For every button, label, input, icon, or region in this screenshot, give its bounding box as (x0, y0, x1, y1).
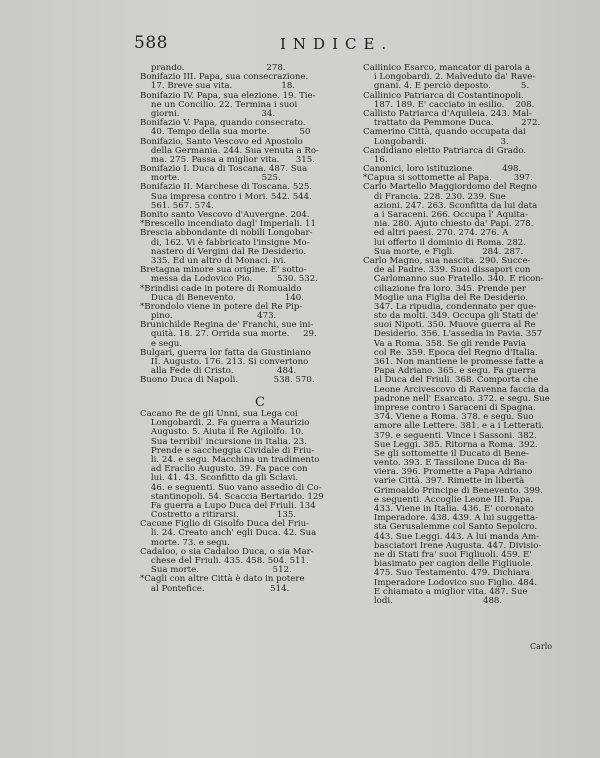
index-line: de al Padre. 339. Suoi dissapori con (363, 265, 531, 276)
index-line: di, 162. Vi è fabbricato l'insigne Mo- (140, 237, 310, 248)
index-line: *Cagli con altre Città è dato in potere (140, 574, 305, 585)
index-line: lui. 41. 43. Sconfitto da gli Sclavi. (140, 473, 299, 484)
index-line: vento. 393. E Tassilone Duca di Ba- (363, 458, 528, 469)
left-column (140, 64, 356, 386)
index-line: trattato da Pemmone Duca. 272. (363, 118, 541, 129)
index-line: Va a Roma. 358. Se gli rende Pavia (363, 338, 527, 349)
index-line: Duca di Benevento. 140. (140, 292, 305, 303)
index-line: viera. 396. Promette a Papa Adriano (363, 467, 533, 478)
index-line: II. Augusto. 176. 213. Si convertono (140, 357, 309, 367)
index-line: amore alle Lettere. 381. e a i Letterati. (363, 421, 545, 432)
page-number: 588 (134, 33, 168, 53)
index-line: ne di Stati fra' suoi Figliuoli. 459. E' (363, 549, 532, 560)
index-line: Cacano Re de gli Unni, sua Lega coi (140, 410, 298, 419)
index-line: ciliazione fra loro. 345. Prende per (363, 283, 526, 294)
catchword: Carlo (530, 642, 553, 651)
index-line: Bonifazio V. Papa, quando consecrato. (140, 118, 306, 129)
index-line: 187. 189. E' cacciato in esilio. 208. (363, 99, 535, 110)
index-line: li. 24. e segu. Macchina un tradimento (140, 454, 320, 465)
index-line: Fa guerra a Lupo Duca del Friuli. 134 (140, 500, 316, 511)
index-line: Bonifazio, Santo Vescovo ed Apostolo (140, 136, 303, 147)
index-line: giorni. 34. (140, 108, 276, 119)
index-line: *Brondolo viene in potere del Re Pip- (140, 301, 303, 312)
index-line: varie Città. 397. Rimette in libertà (363, 476, 525, 487)
index-line: 561. 567. 574. (140, 200, 214, 211)
index-line: col Re. 359. Epoca del Regno d'Italia. (363, 347, 538, 358)
index-line: della Germania. 244. Sua venuta a Ro- (140, 145, 319, 156)
index-line: lodi. 488. (363, 595, 503, 606)
index-line: i Longobardi. 2. Malveduto da' Rave- (363, 72, 536, 83)
index-line: Carlo Martello Maggiordomo del Regno (363, 182, 537, 193)
index-line: Canonici, loro istituzione. 498. (363, 164, 522, 175)
index-line: sta Gerusalemme col Santo Sepolcro. (363, 522, 538, 533)
index-line: li. 24. Creato anch' egli Duca. 42. Sua (140, 528, 317, 539)
index-line: Bonifazio II. Marchese di Toscana. 525. (140, 182, 313, 193)
index-line: morte. 73. e segu. (140, 537, 230, 548)
index-line: stantinopoli. 54. Scaccia Bertarido. 129 (140, 491, 324, 502)
index-line: Callinico Patriarca di Costantinopoli. (363, 90, 524, 101)
index-line: 379. e seguenti. Vince i Sassoni. 382. (363, 430, 537, 441)
index-line: 347. La ripudia, condennato per que- (363, 301, 537, 312)
index-line: Desiderio. 356. L'assedia in Pavia. 357 (363, 329, 543, 340)
index-line: Se gli sottomette il Ducato di Bene- (363, 448, 529, 459)
index-line: *Brescello incendiato dagl' Imperiali. 11 (140, 219, 316, 230)
index-line: a i Saraceni. 266. Occupa l' Aquita- (363, 210, 528, 220)
index-line: Bonifazio III. Papa, sua consecrazione. (140, 72, 309, 83)
index-line: Bretagna minore sua origine. E' sotto- (140, 265, 307, 276)
index-line: Prende e saccheggia Cividale di Friu- (140, 445, 315, 456)
index-line: Imperadore Lodovico suo Figlio. 484. (363, 577, 537, 588)
index-line: Carlo Magno, sua nascita. 290. Succe- (363, 255, 531, 266)
index-line: ad Eraclio Augusto. 39. Fa pace con (140, 464, 308, 475)
index-line: Sue Leggi. 385. Ritorna a Roma. 392. (363, 439, 538, 450)
index-line: messa da Lodovico Pio. 530. 532. (140, 274, 318, 285)
index-line: chese del Friuli. 435. 458. 504. 511. (140, 556, 309, 566)
index-line: 374. Viene a Roma. 378. e segu. Suo (363, 412, 534, 423)
index-line: Sua impresa contro i Mori. 542. 544. (140, 191, 312, 202)
index-line: ma. 275. Passa a miglior vita. 315. (140, 154, 315, 165)
index-line: imprese contro i Saraceni di Spagna. (363, 402, 536, 413)
index-line: 16. (363, 154, 388, 165)
index-line: Grimoaldo Principe di Benevento. 399. (363, 485, 543, 496)
index-line: E chiamato a miglior vita. 487. Sue (363, 586, 528, 597)
index-line: Carlomanno suo Fratello. 340. E ricon- (363, 274, 544, 285)
index-line: 335. Ed un altro di Monaci. ivi. (140, 255, 287, 266)
index-line: 40. Tempo della sua morte. 50 (140, 127, 311, 138)
index-line: Sua terribil' incursione in Italia. 23. (140, 436, 307, 447)
index-line: Cadaloo, o sia Cadaloo Duca, o sia Mar- (140, 546, 314, 557)
index-line: Bonito santo Vescovo d'Auvergne. 204. (140, 210, 310, 220)
index-line: di Francia. 228. 230. 239. Sue (363, 191, 506, 202)
index-line: nastero di Vergini dal Re Desiderio. (140, 246, 307, 257)
index-line: *Brindisi cade in potere di Romualdo (140, 283, 302, 294)
index-line: 17. Breve sua vita. 18. (140, 81, 296, 92)
section-letter: C (255, 395, 265, 410)
index-line: Brescia abbondante di nobili Longobar- (140, 228, 313, 239)
index-line: suoi Nipoti. 350. Muove guerra al Re (363, 320, 536, 331)
index-line: 46. e seguenti. Suo vano assedio di Co- (140, 482, 322, 493)
index-line: Callinico Esarco, mancator di parola a (363, 64, 531, 73)
index-line: Callisto Patriarca d'Aquileia. 243. Mal- (363, 108, 532, 119)
index-line: ed altri paesi. 270. 274. 276. A (363, 228, 509, 239)
index-line: 475. Suo Testamento. 479. Dichiara (363, 568, 530, 579)
index-line: Longobardi. 3. (363, 136, 509, 147)
index-line: 361. Non mantiene le promesse fatte a (363, 357, 544, 367)
index-line: Sua morte. 512. (140, 565, 292, 576)
index-line: Candidiano eletto Patriarca di Grado. (363, 145, 527, 156)
index-line: Sua morte, e Figli. 284. 287. (363, 246, 524, 257)
index-line: Papa Adriano. 365. e segu. Fa guerra (363, 366, 536, 377)
index-line: Buono Duca di Napoli. 538. 570. (140, 375, 315, 386)
index-line: morte. 525. (140, 173, 281, 184)
index-line: biasimato per cagion delle Figliuole. (363, 559, 534, 570)
index-line: quità. 18. 27. Orrida sua morte. 29. (140, 329, 317, 340)
running-title: INDICE. (280, 35, 394, 53)
index-line: prando. 278. (140, 64, 286, 73)
index-line: Imperadore. 438. 439. A lui suggetta- (363, 513, 539, 524)
index-line: 433. Viene in Italia. 436. E' coronato (363, 504, 534, 514)
index-line: al Duca del Friuli. 368. Comporta che (363, 375, 539, 386)
index-line: pino. 473. (140, 311, 277, 322)
index-line: lui offerto il dominio di Roma. 282. (363, 237, 527, 248)
index-line: Costretto a ritirarsi. 135. (140, 510, 297, 521)
left-column-section-c (140, 410, 356, 594)
index-line: Augusto. 5. Aiuta il Re Agilolfo. 10. (140, 427, 304, 438)
index-line: alla Fede di Cristo. 484. (140, 366, 297, 377)
index-line: sto da molti. 349. Occupa gli Stati de' (363, 311, 539, 322)
index-line: Bonifazio I. Duca di Toscana. 487. Sua (140, 164, 308, 175)
index-line: 443. Sue Leggi. 443. A lui manda Am- (363, 531, 540, 542)
index-line: nia. 280. Ajuto chiesto da' Papi. 278. (363, 219, 534, 230)
index-line: al Pontefice. 514. (140, 583, 290, 594)
index-line: gnani. 4. E perciò deposto. 5. (363, 81, 530, 92)
page-header (0, 33, 600, 57)
index-line: Camerino Città, quando occupata dai (363, 127, 526, 138)
index-line: azioni. 247. 263. Sconfitta da lui data (363, 200, 538, 211)
index-line: Moglie una Figlia del Re Desiderio. (363, 292, 528, 303)
right-column (363, 64, 559, 606)
index-line: Bonifazio IV. Papa, sua elezione. 19. Tie- (140, 90, 316, 101)
index-line: Leone Arcivescovo di Ravenna faccia da (363, 384, 550, 395)
index-line: basciatori Irene Augusta. 447. Divisio- (363, 540, 542, 551)
index-line: e seguenti. Accoglie Leone III. Papa. (363, 494, 534, 505)
index-line: Bulgari, guerra lor fatta da Giustiniano (140, 347, 311, 358)
index-line: e segu. (140, 338, 183, 349)
index-line: *Capua si sottomette al Papa. 397. (363, 173, 533, 184)
index-line: Brunichilde Regina de' Franchi, sue ini- (140, 320, 314, 331)
index-line: ne un Concilio. 22. Termina i suoi (140, 99, 298, 110)
index-line: Cacone Figlio di Gisolfo Duca del Friu- (140, 519, 310, 530)
index-line: Longobardi. 2. Fa guerra a Maurizio (140, 418, 310, 429)
index-line: padrone nell' Esarcato. 372. e segu. Sue (363, 393, 550, 404)
